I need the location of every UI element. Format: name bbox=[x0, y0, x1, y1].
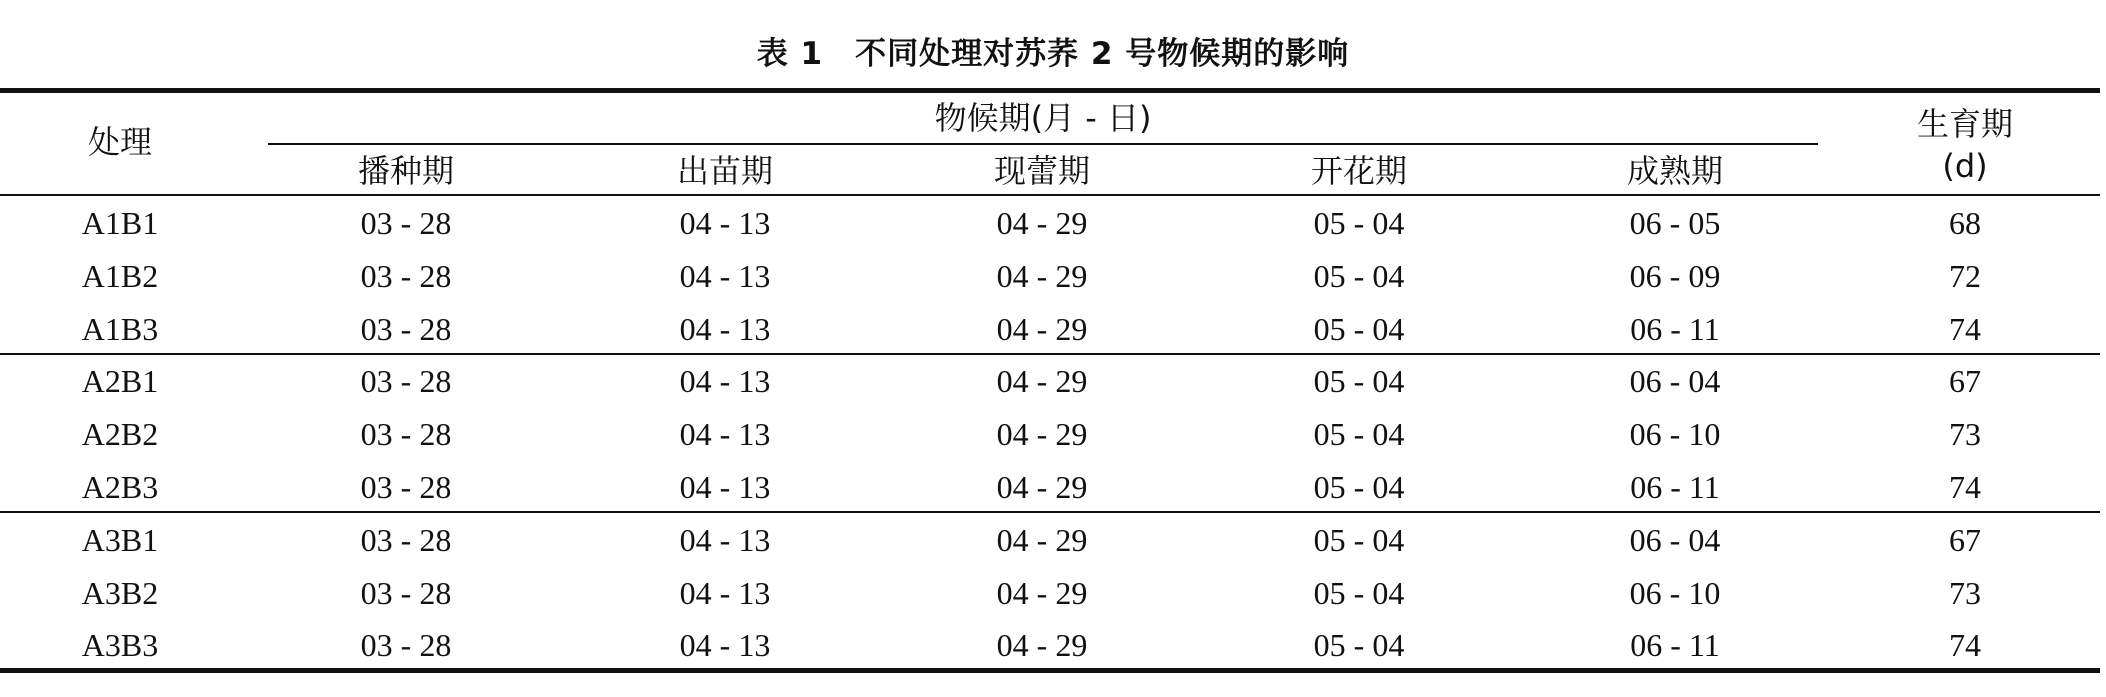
row-date-cell: 06 - 10 bbox=[1629, 575, 1721, 611]
row-date-cell: 03 - 28 bbox=[360, 627, 452, 663]
row-date-cell: 05 - 04 bbox=[1313, 469, 1405, 505]
row-growth-days: 74 bbox=[1949, 311, 1981, 347]
row-date-cell: 05 - 04 bbox=[1313, 205, 1405, 241]
row-date-cell: 05 - 04 bbox=[1313, 363, 1405, 399]
row-date-cell: 05 - 04 bbox=[1313, 311, 1405, 347]
row-date-cell: 05 - 04 bbox=[1313, 575, 1405, 611]
header-stage-emergence: 出苗期 bbox=[676, 152, 773, 190]
row-date-cell: 04 - 13 bbox=[679, 627, 771, 663]
row-growth-days: 68 bbox=[1949, 205, 1981, 241]
row-name: A1B1 bbox=[81, 205, 159, 241]
header-treatment: 处理 bbox=[87, 123, 152, 161]
row-date-cell: 04 - 29 bbox=[996, 205, 1088, 241]
row-name: A2B3 bbox=[81, 469, 159, 505]
row-name: A1B3 bbox=[81, 311, 159, 347]
header-stage-budding: 现蕾期 bbox=[993, 152, 1090, 190]
row-date-cell: 06 - 10 bbox=[1629, 416, 1721, 452]
header-stage-flowering: 开花期 bbox=[1310, 152, 1407, 190]
row-date-cell: 04 - 13 bbox=[679, 575, 771, 611]
row-date-cell: 05 - 04 bbox=[1313, 627, 1405, 663]
row-date-cell: 03 - 28 bbox=[360, 258, 452, 294]
row-date-cell: 03 - 28 bbox=[360, 363, 452, 399]
row-date-cell: 04 - 13 bbox=[679, 363, 771, 399]
header-stage-sowing: 播种期 bbox=[357, 152, 454, 190]
header-bottom-rule bbox=[0, 194, 2100, 196]
row-date-cell: 04 - 29 bbox=[996, 258, 1088, 294]
row-date-cell: 06 - 09 bbox=[1629, 258, 1721, 294]
group-divider-1 bbox=[0, 353, 2100, 355]
row-date-cell: 03 - 28 bbox=[360, 522, 452, 558]
row-date-cell: 04 - 13 bbox=[679, 205, 771, 241]
row-date-cell: 06 - 04 bbox=[1629, 363, 1721, 399]
row-date-cell: 04 - 29 bbox=[996, 416, 1088, 452]
row-date-cell: 06 - 11 bbox=[1630, 469, 1720, 505]
row-growth-days: 73 bbox=[1949, 416, 1981, 452]
row-name: A3B3 bbox=[81, 627, 159, 663]
row-date-cell: 04 - 13 bbox=[679, 258, 771, 294]
row-date-cell: 06 - 11 bbox=[1630, 311, 1720, 347]
bottom-rule bbox=[0, 668, 2100, 673]
row-date-cell: 04 - 13 bbox=[679, 311, 771, 347]
header-growth-period: 生育期 bbox=[1916, 105, 2013, 143]
top-rule bbox=[0, 88, 2100, 93]
row-date-cell: 03 - 28 bbox=[360, 311, 452, 347]
row-growth-days: 74 bbox=[1949, 627, 1981, 663]
row-date-cell: 04 - 13 bbox=[679, 522, 771, 558]
header-growth-unit: (d) bbox=[1942, 147, 1988, 185]
row-date-cell: 04 - 13 bbox=[679, 416, 771, 452]
row-date-cell: 04 - 29 bbox=[996, 311, 1088, 347]
row-date-cell: 06 - 05 bbox=[1629, 205, 1721, 241]
table-caption: 表 1 不同处理对苏荞 2 号物候期的影响 bbox=[756, 36, 1350, 72]
row-date-cell: 06 - 04 bbox=[1629, 522, 1721, 558]
header-stage-maturity: 成熟期 bbox=[1626, 152, 1723, 190]
row-date-cell: 03 - 28 bbox=[360, 469, 452, 505]
header-phenology-group: 物候期(月 - 日) bbox=[934, 99, 1152, 137]
group-divider-2 bbox=[0, 511, 2100, 513]
phenology-subrule bbox=[268, 143, 1818, 145]
row-date-cell: 05 - 04 bbox=[1313, 522, 1405, 558]
row-date-cell: 06 - 11 bbox=[1630, 627, 1720, 663]
row-growth-days: 74 bbox=[1949, 469, 1981, 505]
row-growth-days: 67 bbox=[1949, 522, 1981, 558]
row-growth-days: 67 bbox=[1949, 363, 1981, 399]
row-date-cell: 04 - 13 bbox=[679, 469, 771, 505]
row-date-cell: 04 - 29 bbox=[996, 469, 1088, 505]
row-date-cell: 03 - 28 bbox=[360, 205, 452, 241]
row-date-cell: 04 - 29 bbox=[996, 363, 1088, 399]
row-name: A1B2 bbox=[81, 258, 159, 294]
row-growth-days: 73 bbox=[1949, 575, 1981, 611]
row-date-cell: 05 - 04 bbox=[1313, 258, 1405, 294]
row-name: A3B1 bbox=[81, 522, 159, 558]
row-name: A2B1 bbox=[81, 363, 159, 399]
row-date-cell: 04 - 29 bbox=[996, 575, 1088, 611]
row-date-cell: 04 - 29 bbox=[996, 522, 1088, 558]
row-date-cell: 03 - 28 bbox=[360, 416, 452, 452]
row-name: A3B2 bbox=[81, 575, 159, 611]
row-date-cell: 03 - 28 bbox=[360, 575, 452, 611]
row-name: A2B2 bbox=[81, 416, 159, 452]
row-date-cell: 05 - 04 bbox=[1313, 416, 1405, 452]
row-date-cell: 04 - 29 bbox=[996, 627, 1088, 663]
row-growth-days: 72 bbox=[1949, 258, 1981, 294]
